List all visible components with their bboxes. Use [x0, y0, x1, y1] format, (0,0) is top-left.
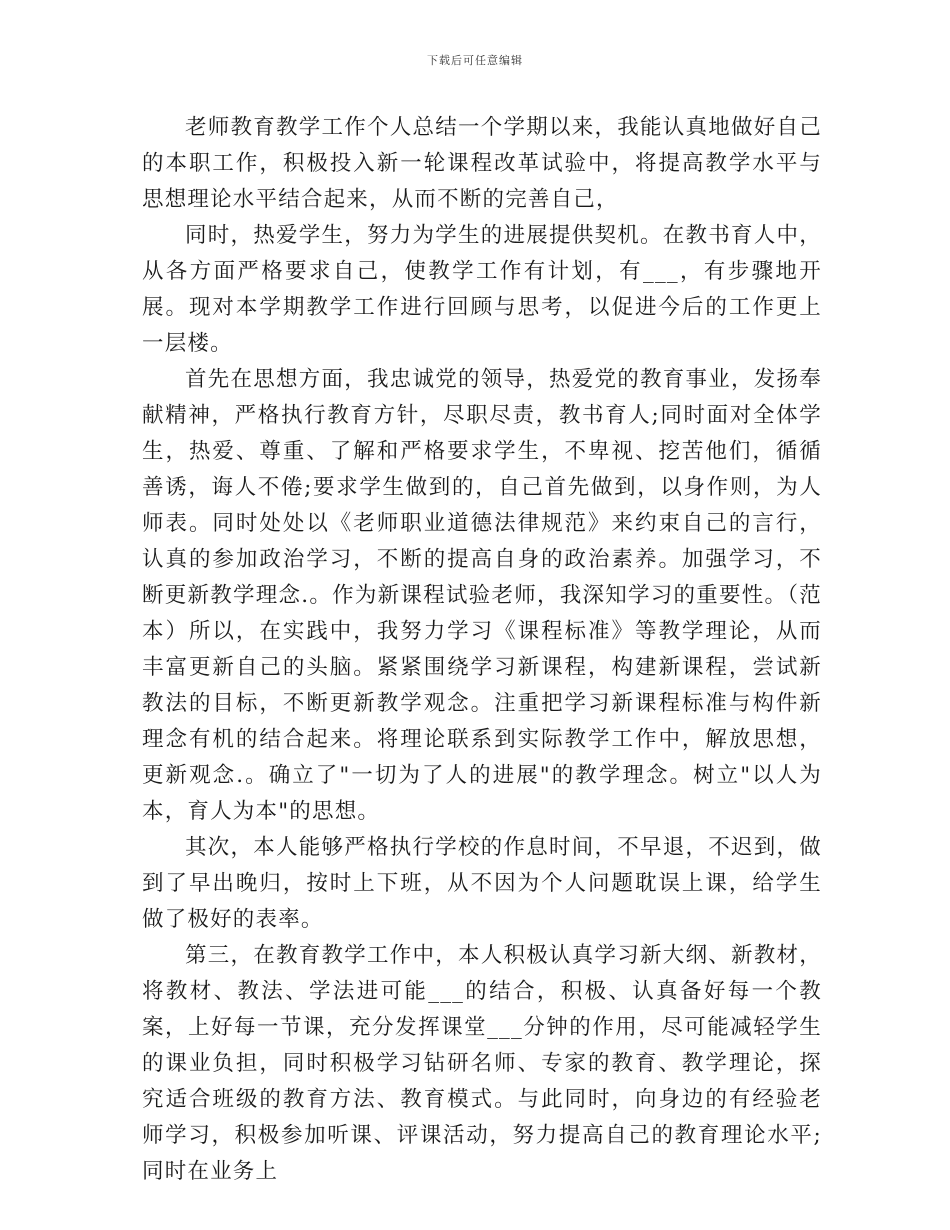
- paragraph-plan: 同时，热爱学生，努力为学生的进展提供契机。在教书育人中，从各方面严格要求自己，使教学工作有计划，有___，有步骤地开展。现对本学期教学工作进行回顾与思考，以促进今后的工作更上一层楼。: [142, 223, 822, 356]
- document-body: [142, 110, 822, 1190]
- paragraph-teaching: 第三，在教育教学工作中，本人积极认真学习新大纲、新教材，将教材、教法、学法进可能___的结合，积极、认真备好每一个教案，上好每一节课，充分发挥课堂___分钟的作用，尽可能减轻学生的课业负担，同时积极学习钻研名师、专家的教育、教学理论，探究适合班级的教育方法、教育模式。与此同时，向身边的有经验老师学习，积极参加听课、评课活动，努力提高自己的教育理论水平;同时在业务上: [142, 943, 822, 1184]
- paragraph-intro: 老师教育教学工作个人总结一个学期以来，我能认真地做好自己的本职工作，积极投入新一轮课程改革试验中，将提高教学水平与思想理论水平结合起来，从而不断的完善自己，: [142, 115, 822, 212]
- page-header: 下载后可任意编辑: [427, 54, 523, 67]
- paragraph-ideology: 首先在思想方面，我忠诚党的领导，热爱党的教育事业，发扬奉献精神，严格执行教育方针，尽职尽责，教书育人;同时面对全体学生，热爱、尊重、了解和严格要求学生，不卑视、挖苦他们，循循善诱，诲人不倦;要求学生做到的，自己首先做到，以身作则，为人师表。同时处处以《老师职业道德法律规范》来约束自己的言行，认真的参加政治学习，不断的提高自身的政治素养。加强学习，不断更新教学理念.。作为新课程试验老师，我深知学习的重要性。（范本）所以，在实践中，我努力学习《课程标准》等教学理论，从而丰富更新自己的头脑。紧紧围绕学习新课程，构建新课程，尝试新教法的目标，不断更新教学观念。注重把学习新课程标准与构件新理念有机的结合起来。将理论联系到实际教学工作中，解放思想，更新观念.。确立了"一切为了人的进展"的教学理念。树立"以人为本，育人为本"的思想。: [142, 367, 822, 824]
- paragraph-discipline: 其次，本人能够严格执行学校的作息时间，不早退，不迟到，做到了早出晚归，按时上下班，从不因为个人问题耽误上课，给学生做了极好的表率。: [142, 835, 822, 932]
